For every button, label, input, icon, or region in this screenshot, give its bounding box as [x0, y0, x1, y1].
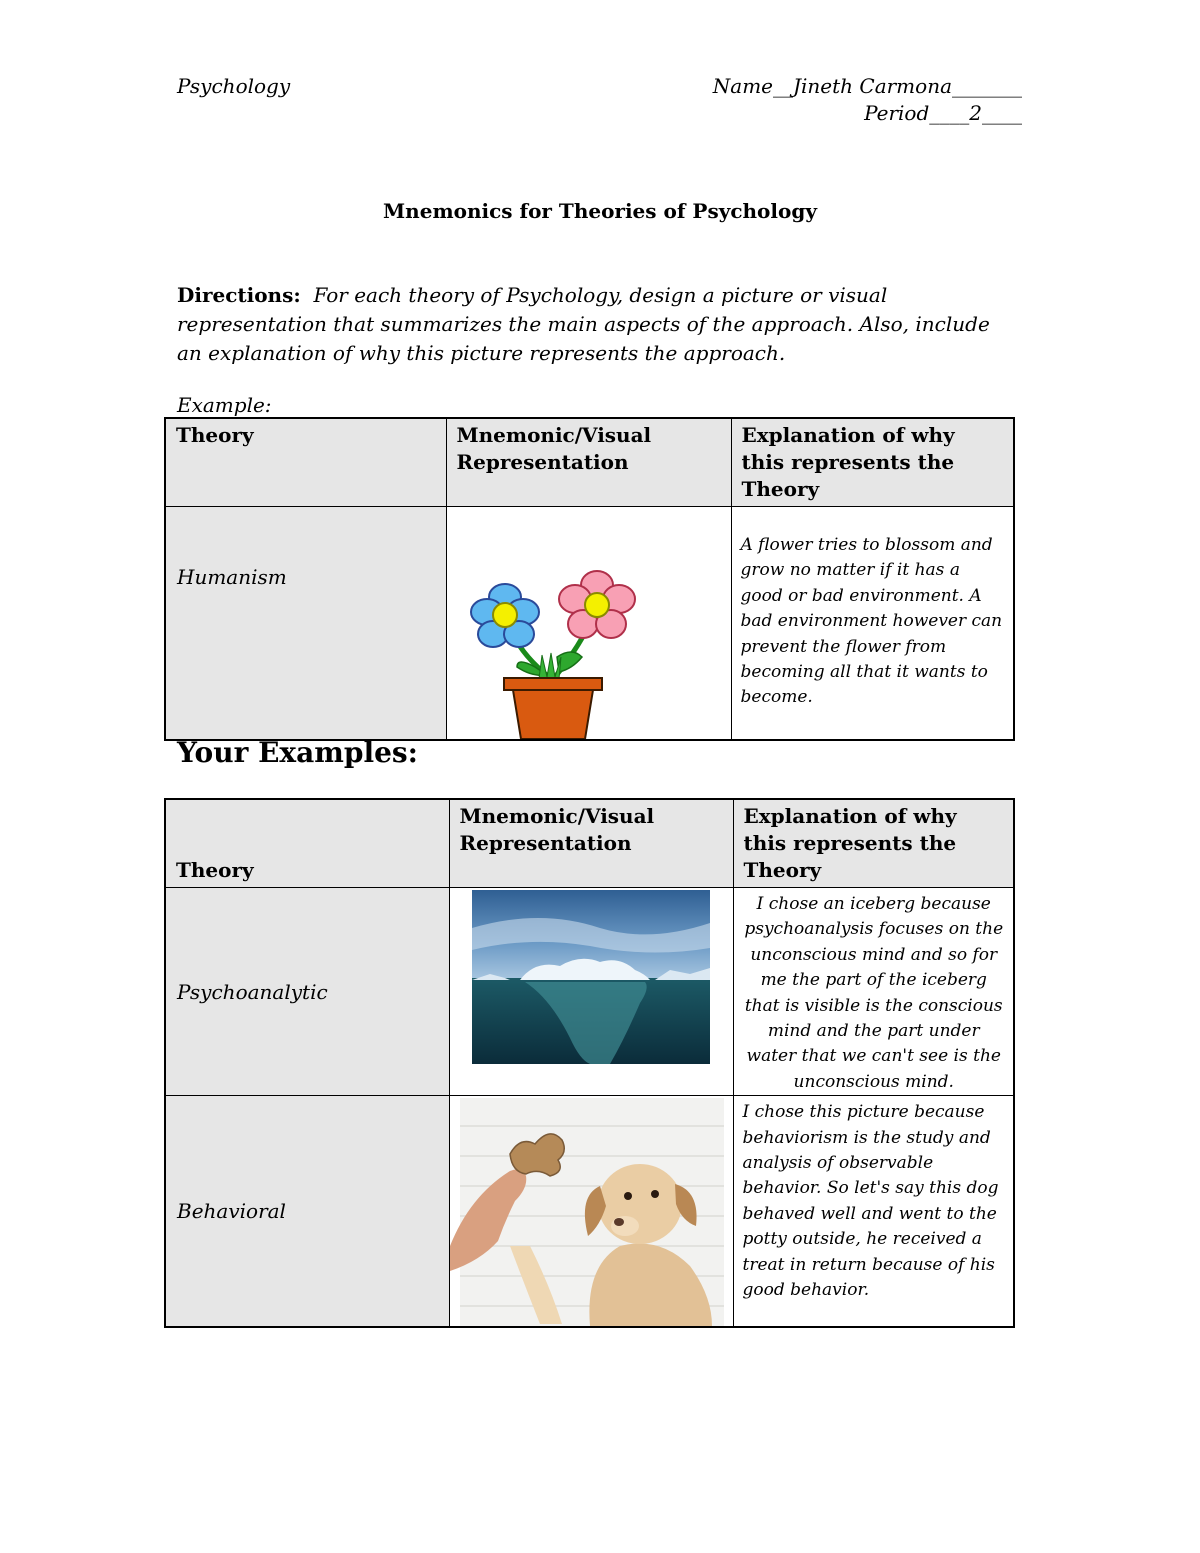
header-explanation: Explanation of why this represents the Theory	[731, 418, 1014, 507]
table-row	[165, 507, 1014, 741]
mnemonic-image-cell	[449, 888, 733, 1096]
table-row	[165, 1096, 1014, 1328]
examples-table	[164, 798, 1015, 1328]
directions-text: For each theory of Psychology, design a picture or visual representation that summarizes the main aspects of the approach. Also, include an explanation of why this picture represents the approach.	[177, 283, 990, 365]
directions-label: Directions:	[177, 283, 301, 307]
theory-name-humanism: Humanism	[165, 507, 446, 741]
mnemonic-image-cell	[446, 507, 731, 741]
table-row	[165, 888, 1014, 1096]
period-line: Period____2____	[864, 101, 1022, 125]
explanation-psychoanalytic: I chose an iceberg because psychoanalysis focuses on the unconscious mind and so for me the part of the iceberg that is visible is the conscious mind and the part under water that we can't see is the unconscious mind.	[733, 888, 1014, 1096]
header-theory: Theory	[165, 418, 446, 507]
page-title: Mnemonics for Theories of Psychology	[383, 199, 817, 223]
example-label: Example:	[177, 393, 272, 417]
flower-pot-illustration	[447, 507, 732, 739]
dog-treat-photo	[450, 1096, 734, 1326]
header-theory: Theory	[165, 799, 449, 888]
subject-label: Psychology	[177, 74, 291, 98]
directions-paragraph	[177, 281, 1017, 368]
example-table	[164, 417, 1015, 741]
header-explanation: Explanation of why this represents the Theory	[733, 799, 1014, 888]
theory-name-psychoanalytic: Psychoanalytic	[165, 888, 449, 1096]
header-mnemonic: Mnemonic/Visual Representation	[449, 799, 733, 888]
student-name-line: Name__Jineth Carmona_______	[712, 74, 1022, 98]
table-header-row	[165, 799, 1014, 888]
header-mnemonic: Mnemonic/Visual Representation	[446, 418, 731, 507]
iceberg-photo	[450, 888, 734, 1091]
explanation-behavioral: I chose this picture because behaviorism is the study and analysis of observable behavior. So let's say this dog behaved well and went to the potty outside, he received a treat in return because of his good behavior.	[733, 1096, 1014, 1328]
theory-name-behavioral: Behavioral	[165, 1096, 449, 1328]
explanation-humanism: A flower tries to blossom and grow no matter if it has a good or bad environment. A bad environment however can prevent the flower from becoming all that it wants to become.	[731, 507, 1014, 741]
your-examples-heading: Your Examples:	[177, 736, 419, 769]
table-header-row	[165, 418, 1014, 507]
mnemonic-image-cell	[449, 1096, 733, 1328]
